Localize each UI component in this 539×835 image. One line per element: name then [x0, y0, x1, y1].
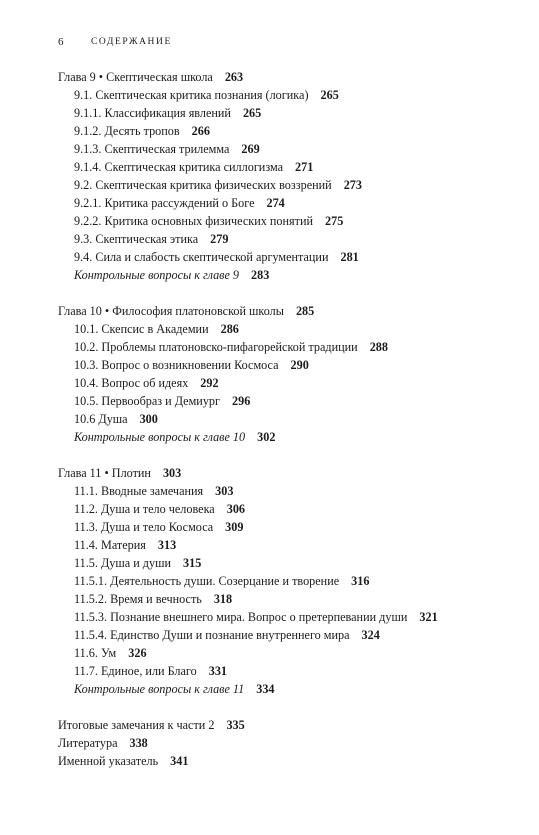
entry-number: 11.4. [74, 538, 98, 552]
toc-chapter-entry[interactable] [58, 734, 509, 752]
page-header [58, 36, 499, 52]
toc-entry[interactable] [58, 140, 509, 158]
entry-number: 9.1.4. [74, 160, 102, 174]
entry-number: 9.1. [74, 88, 93, 102]
entry-page-number: 269 [241, 142, 260, 156]
entry-page-number: 300 [139, 412, 158, 426]
entry-number: 11.2. [74, 502, 98, 516]
entry-page-number: 313 [157, 538, 177, 552]
entry-number: 9.2. [74, 178, 93, 192]
entry-title: Проблемы платоновско-пифагорейской традиции [101, 340, 358, 354]
entry-number: 10.4. [74, 376, 99, 390]
entry-number: 11.5.4. [74, 628, 108, 642]
toc-chapter-entry[interactable] [58, 302, 509, 320]
toc-entry[interactable] [58, 86, 509, 104]
entry-title: Первообраз и Демиург [101, 394, 221, 408]
entry-page-number: 302 [257, 430, 276, 444]
entry-title: Литература [58, 736, 118, 750]
entry-title: Единство Души и познание внутреннего мира [110, 628, 350, 642]
toc-entry[interactable] [58, 644, 509, 662]
entry-page-number: 338 [129, 736, 148, 750]
entry-page-number: 274 [266, 196, 285, 210]
toc-entry[interactable] [58, 392, 509, 410]
entry-page-number: 279 [210, 232, 229, 246]
toc-entry[interactable] [58, 320, 509, 338]
toc-section [58, 464, 509, 698]
entry-number: 9.4. [74, 250, 93, 264]
entry-title: Критика основных физических понятий [104, 214, 313, 228]
toc-entry[interactable] [58, 230, 509, 248]
toc-chapter-entry[interactable] [58, 752, 509, 770]
toc-entry[interactable] [58, 194, 509, 212]
entry-title: Скептическая критика силлогизма [104, 160, 284, 174]
entry-number: 9.1.3. [74, 142, 102, 156]
entry-title: Душа [98, 412, 128, 426]
toc-chapter-entry[interactable] [58, 716, 509, 734]
entry-title: Контрольные вопросы к главе 11 [74, 682, 245, 696]
entry-page-number: 324 [361, 628, 380, 642]
entry-page-number: 266 [191, 124, 210, 138]
entry-title: Классификация явлений [104, 106, 231, 120]
entry-number: 11.3. [74, 520, 98, 534]
entry-title: Деятельность души. Созерцание и творение [110, 574, 340, 588]
toc-entry[interactable] [58, 482, 509, 500]
entry-page-number: 321 [419, 610, 438, 624]
entry-title: Ум [100, 646, 117, 660]
toc-section [58, 302, 509, 446]
entry-title: Скептическая критика познания (логика) [95, 88, 309, 102]
toc-entry[interactable] [58, 554, 509, 572]
toc-entry[interactable] [58, 518, 509, 536]
toc-entry[interactable] [58, 374, 509, 392]
toc-entry[interactable] [58, 248, 509, 266]
entry-number: 11.5. [74, 556, 98, 570]
entry-number: 11.7. [74, 664, 98, 678]
entry-number: 9.3. [74, 232, 93, 246]
toc-entry[interactable] [58, 356, 509, 374]
entry-number: 9.1.1. [74, 106, 102, 120]
entry-page-number: 288 [369, 340, 388, 354]
toc-entry[interactable] [58, 572, 509, 590]
entry-number: 9.1.2. [74, 124, 102, 138]
entry-title: Скептическая трилемма [104, 142, 230, 156]
entry-title: Время и вечность [110, 592, 202, 606]
entry-title: Глава 10 • Философия платоновской школы [58, 304, 284, 318]
running-title: СОДЕРЖАНИЕ [91, 37, 172, 47]
entry-title: Душа и тело Космоса [100, 520, 214, 534]
entry-page-number: 265 [242, 106, 262, 120]
entry-title: Контрольные вопросы к главе 9 [74, 268, 240, 282]
toc-chapter-entry[interactable] [58, 68, 509, 86]
entry-number: 11.5.3. [74, 610, 108, 624]
entry-title: Контрольные вопросы к главе 10 [74, 430, 246, 444]
entry-title: Скептическая этика [95, 232, 199, 246]
entry-page-number: 334 [256, 682, 275, 696]
toc-entry[interactable] [58, 608, 509, 626]
entry-number: 9.2.1. [74, 196, 102, 210]
entry-page-number: 292 [200, 376, 219, 390]
toc-entry[interactable] [58, 536, 509, 554]
toc-section [58, 716, 509, 770]
entry-title: Вопрос о возникновении Космоса [101, 358, 279, 372]
entry-page-number: 318 [213, 592, 233, 606]
toc-entry[interactable] [58, 428, 509, 446]
entry-title: Критика рассуждений о Боге [104, 196, 255, 210]
entry-page-number: 335 [226, 718, 245, 732]
entry-page-number: 303 [162, 466, 182, 480]
entry-page-number: 273 [343, 178, 362, 192]
toc-entry[interactable] [58, 338, 509, 356]
entry-title: Душа и тело человека [100, 502, 215, 516]
entry-title: Единое, или Благо [100, 664, 197, 678]
page-number: 6 [58, 36, 64, 48]
entry-page-number: 341 [170, 754, 189, 768]
toc-chapter-entry[interactable] [58, 464, 509, 482]
entry-number: 11.5.1. [74, 574, 108, 588]
entry-title: Душа и души [100, 556, 172, 570]
entry-title: Десять тропов [104, 124, 180, 138]
entry-number: 10.6 [74, 412, 96, 426]
entry-number: 11.1. [74, 484, 98, 498]
toc-entry[interactable] [58, 626, 509, 644]
toc-entry[interactable] [58, 158, 509, 176]
toc-entry[interactable] [58, 500, 509, 518]
entry-page-number: 303 [215, 484, 234, 498]
entry-page-number: 316 [351, 574, 370, 588]
entry-number: 10.1. [74, 322, 99, 336]
entry-page-number: 306 [226, 502, 245, 516]
toc-entry[interactable] [58, 662, 509, 680]
entry-page-number: 309 [225, 520, 244, 534]
entry-page-number: 315 [183, 556, 202, 570]
entry-page-number: 290 [290, 358, 309, 372]
table-of-contents [58, 68, 509, 770]
entry-page-number: 271 [295, 160, 314, 174]
entry-title: Вводные замечания [100, 484, 204, 498]
toc-entry[interactable] [58, 176, 509, 194]
entry-title: Итоговые замечания к части 2 [58, 718, 215, 732]
entry-title: Именной указатель [58, 754, 159, 768]
toc-section [58, 68, 509, 284]
entry-title: Скептическая критика физических воззрений [95, 178, 332, 192]
entry-title: Сила и слабость скептической аргументации [95, 250, 329, 264]
entry-title: Скепсис в Академии [101, 322, 209, 336]
entry-number: 10.2. [74, 340, 99, 354]
entry-number: 11.5.2. [74, 592, 108, 606]
entry-page-number: 265 [320, 88, 339, 102]
entry-title: Вопрос об идеях [101, 376, 189, 390]
entry-page-number: 331 [208, 664, 227, 678]
entry-page-number: 275 [325, 214, 344, 228]
toc-entry[interactable] [58, 680, 509, 698]
entry-page-number: 285 [295, 304, 315, 318]
entry-page-number: 263 [224, 70, 244, 84]
entry-page-number: 281 [340, 250, 359, 264]
entry-title: Познание внешнего мира. Вопрос о претерпевании души [110, 610, 408, 624]
entry-number: 9.2.2. [74, 214, 102, 228]
toc-entry[interactable] [58, 212, 509, 230]
entry-page-number: 283 [251, 268, 270, 282]
entry-number: 10.3. [74, 358, 99, 372]
entry-title: Глава 9 • Скептическая школа [58, 70, 213, 84]
entry-title: Материя [100, 538, 146, 552]
entry-page-number: 326 [128, 646, 147, 660]
toc-entry[interactable] [58, 104, 509, 122]
toc-entry[interactable] [58, 122, 509, 140]
entry-title: Глава 11 • Плотин [58, 466, 151, 480]
toc-entry[interactable] [58, 590, 509, 608]
entry-page-number: 286 [220, 322, 239, 336]
entry-number: 11.6. [74, 646, 98, 660]
entry-number: 10.5. [74, 394, 99, 408]
toc-entry[interactable] [58, 410, 509, 428]
toc-entry[interactable] [58, 266, 509, 284]
entry-page-number: 296 [232, 394, 251, 408]
